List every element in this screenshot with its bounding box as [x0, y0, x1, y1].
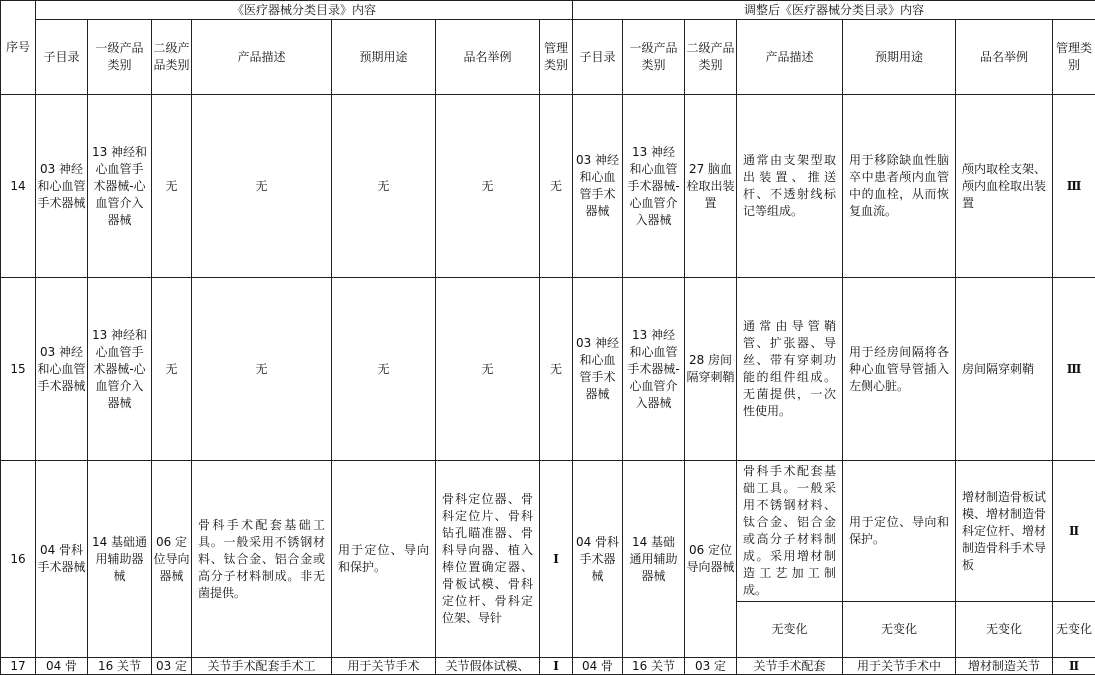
left-examples: 无 [436, 278, 540, 461]
section-left-title: 《医疗器械分类目录》内容 [36, 1, 573, 20]
right-examples-unchanged: 无变化 [956, 602, 1053, 658]
left-cat1: 14 基础通用辅助器械 [88, 461, 152, 658]
row-seq: 14 [1, 95, 36, 278]
left-sub: 04 骨科手术器械 [36, 461, 88, 658]
table-row [1, 95, 1095, 278]
left-cls: I [540, 658, 573, 675]
right-use-header: 预期用途 [843, 20, 956, 95]
left-use: 无 [332, 278, 436, 461]
left-examples: 骨科定位器、骨科定位片、骨科钻孔瞄准器、骨科导向器、植入棒位置确定器、骨板试模、骨科定位杆、骨科定位架、导针 [436, 461, 540, 658]
left-cls: 无 [540, 95, 573, 278]
left-use: 无 [332, 95, 436, 278]
right-examples: 颅内取栓支架、颅内血栓取出装置 [956, 95, 1053, 278]
left-cat2: 06 定位导向器械 [152, 461, 192, 658]
right-desc: 通常由支架型取出装置、推送杆、不透射线标记等组成。 [737, 95, 843, 278]
right-use: 用于经房间隔将各种心血管导管插入左侧心脏。 [843, 278, 956, 461]
right-use: 用于定位、导向和保护。 [843, 461, 956, 602]
seq-header: 序号 [6, 40, 30, 54]
column-header-row [1, 20, 1095, 95]
right-sub: 03 神经和心血管手术器械 [573, 278, 623, 461]
right-cls: Ⅲ [1053, 95, 1095, 278]
left-examples-header: 品名举例 [436, 20, 540, 95]
section-right-title: 调整后《医疗器械分类目录》内容 [573, 1, 1095, 20]
right-sub-header: 子目录 [573, 20, 623, 95]
row-seq: 17 [1, 658, 36, 675]
right-examples: 增材制造骨板试模、增材制造骨科定位杆、增材制造骨科手术导板 [956, 461, 1053, 602]
table-row [1, 658, 1095, 675]
right-desc-unchanged: 无变化 [737, 602, 843, 658]
right-cat1: 16 关节 [623, 658, 685, 675]
left-desc: 关节手术配套手术工 [192, 658, 332, 675]
right-desc: 骨科手术配套基础工具。一般采用不锈钢材料、钛合金、铝合金或高分子材料制成。采用增材制造工艺加工制成。 [737, 461, 843, 602]
table-row [1, 278, 1095, 461]
section-header-row [1, 1, 1095, 20]
seq-header-cell [1, 1, 36, 95]
left-sub-header: 子目录 [36, 20, 88, 95]
left-sub: 03 神经和心血管手术器械 [36, 95, 88, 278]
right-cls: Ⅱ [1053, 461, 1095, 602]
right-cat1: 14 基础通用辅助器械 [623, 461, 685, 658]
left-cls: I [540, 461, 573, 658]
row-seq: 16 [1, 461, 36, 658]
right-cat1: 13 神经和心血管手术器械-心血管介入器械 [623, 95, 685, 278]
right-cls: Ⅱ [1053, 658, 1095, 675]
right-use: 用于关节手术中 [843, 658, 956, 675]
table-row [1, 461, 1095, 602]
right-examples-header: 品名举例 [956, 20, 1053, 95]
right-sub: 04 骨 [573, 658, 623, 675]
left-desc: 无 [192, 95, 332, 278]
right-cat2-header: 二级产品类别 [685, 20, 737, 95]
left-cls: 无 [540, 278, 573, 461]
left-use: 用于定位、导向和保护。 [332, 461, 436, 658]
left-cat2: 无 [152, 278, 192, 461]
right-cat2: 03 定 [685, 658, 737, 675]
right-cls-unchanged: 无变化 [1053, 602, 1095, 658]
left-examples: 无 [436, 95, 540, 278]
left-cat1: 13 神经和心血管手术器械-心血管介入器械 [88, 278, 152, 461]
left-cat1-header: 一级产品类别 [88, 20, 152, 95]
left-examples: 关节假体试模、 [436, 658, 540, 675]
right-examples: 房间隔穿刺鞘 [956, 278, 1053, 461]
right-cat1: 13 神经和心血管手术器械-心血管介入器械 [623, 278, 685, 461]
right-cls: Ⅲ [1053, 278, 1095, 461]
left-cat2: 03 定 [152, 658, 192, 675]
right-use-unchanged: 无变化 [843, 602, 956, 658]
left-desc: 骨科手术配套基础工具。一般采用不锈钢材料、钛合金、铝合金或高分子材料制成。非无菌提供。 [192, 461, 332, 658]
left-cat1: 13 神经和心血管手术器械-心血管介入器械 [88, 95, 152, 278]
right-cat2: 06 定位导向器械 [685, 461, 737, 658]
left-cat2-header: 二级产品类别 [152, 20, 192, 95]
right-examples: 增材制造关节 [956, 658, 1053, 675]
right-cat1-header: 一级产品类别 [623, 20, 685, 95]
left-sub: 03 神经和心血管手术器械 [36, 278, 88, 461]
right-desc-header: 产品描述 [737, 20, 843, 95]
left-cat1: 16 关节 [88, 658, 152, 675]
right-sub: 04 骨科手术器械 [573, 461, 623, 658]
left-use-header: 预期用途 [332, 20, 436, 95]
left-cls-header: 管理类别 [540, 20, 573, 95]
right-cat2: 27 脑血栓取出装置 [685, 95, 737, 278]
left-use: 用于关节手术 [332, 658, 436, 675]
right-use: 用于移除缺血性脑卒中患者颅内血管中的血栓，从而恢复血流。 [843, 95, 956, 278]
right-cls-header: 管理类别 [1053, 20, 1095, 95]
left-cat2: 无 [152, 95, 192, 278]
right-desc: 通常由导管鞘管、扩张器、导丝、带有穿刺功能的组件组成。无菌提供，一次性使用。 [737, 278, 843, 461]
left-desc: 无 [192, 278, 332, 461]
right-sub: 03 神经和心血管手术器械 [573, 95, 623, 278]
left-sub: 04 骨 [36, 658, 88, 675]
right-desc: 关节手术配套 [737, 658, 843, 675]
row-seq: 15 [1, 278, 36, 461]
left-desc-header: 产品描述 [192, 20, 332, 95]
right-cat2: 28 房间隔穿刺鞘 [685, 278, 737, 461]
